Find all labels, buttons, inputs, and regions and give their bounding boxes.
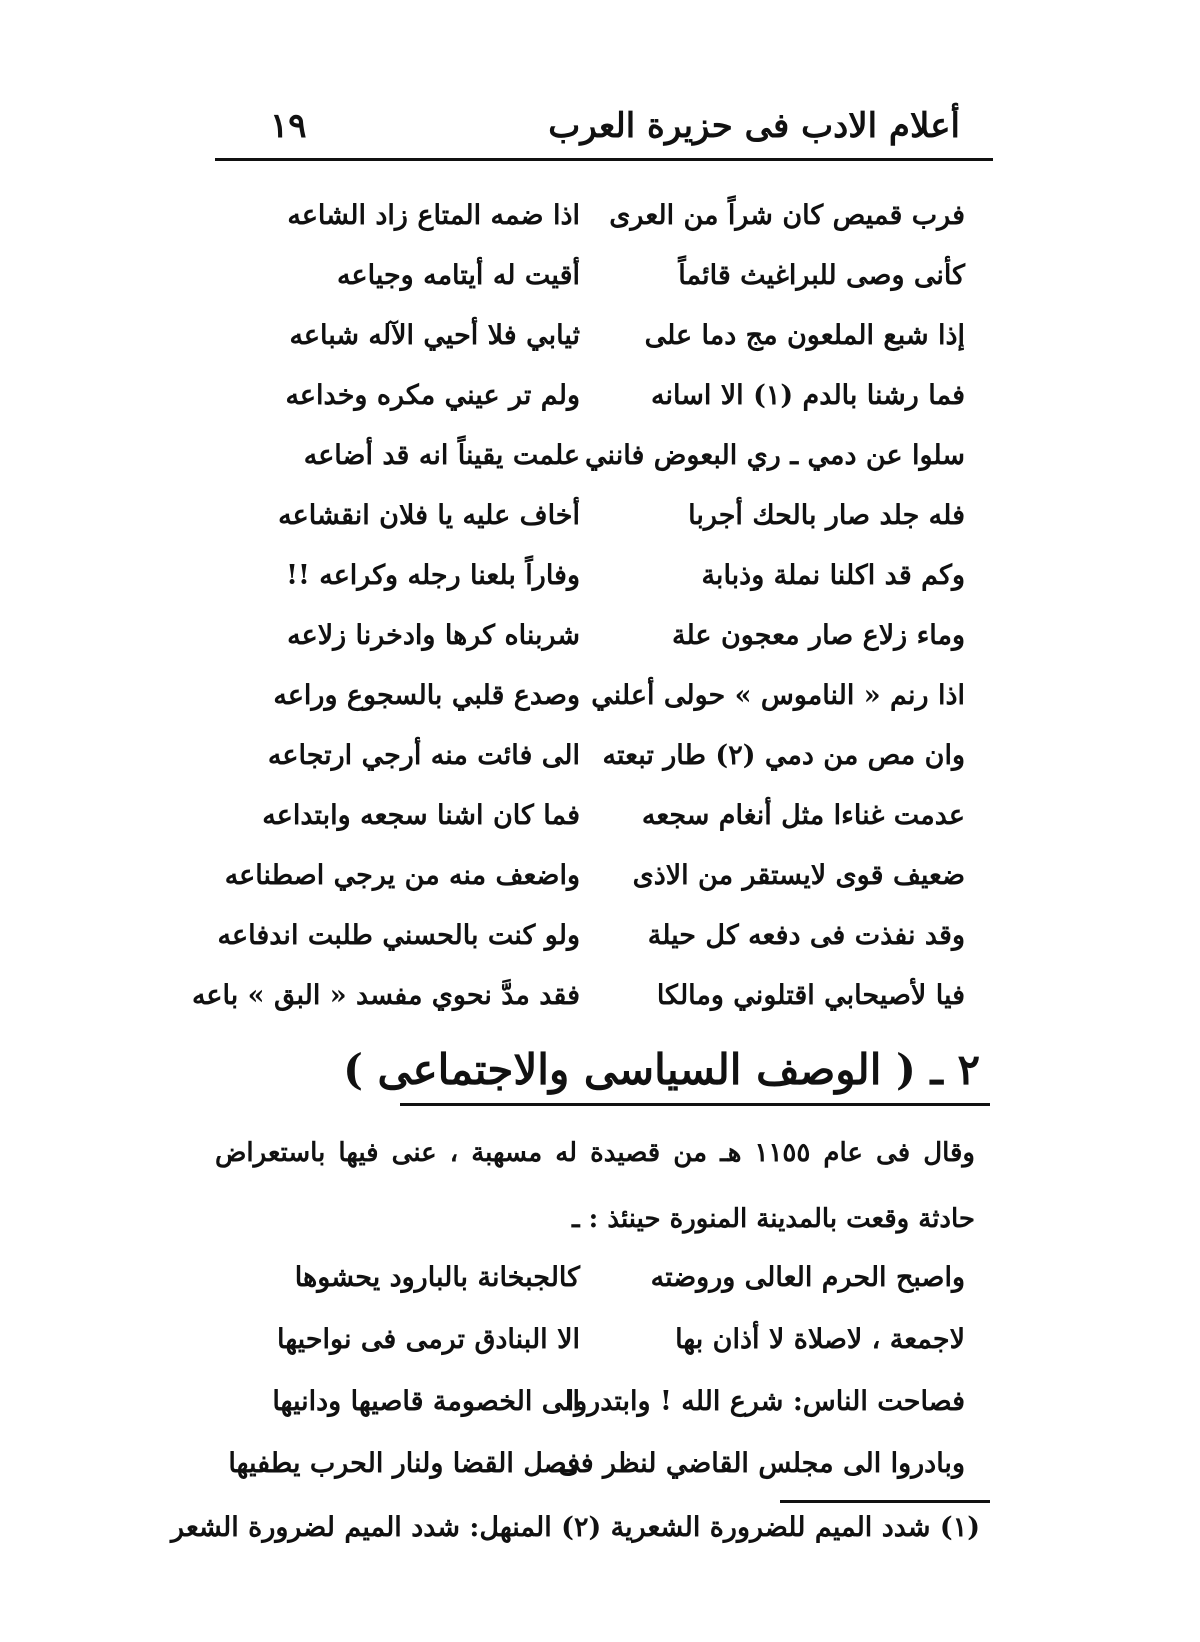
verse-second-half: الا البنادق ترمى فى نواحيها bbox=[277, 1324, 580, 1355]
verse-second-half: فقد مدَّ نحوي مفسد « البق » باعه bbox=[191, 980, 580, 1011]
verse-first-half: وقد نفذت فى دفعه كل حيلة bbox=[647, 920, 965, 951]
intro-paragraph: وقال فى عام ١١٥٥ هـ من قصيدة له مسهبة ، عنى فيها باستعراض حادثة وقعت بالمدينة المنورة حينئذ : ـ bbox=[215, 1138, 975, 1234]
section-rule bbox=[400, 1103, 990, 1106]
verse-first-half: وان مص من دمي (٢) طار تبعته bbox=[602, 740, 965, 771]
verse-first-half: فصاحت الناس: شرع الله ! وابتدروا bbox=[566, 1386, 965, 1417]
verse-first-half: فرب قميص كان شراً من العرى bbox=[609, 200, 965, 231]
verse-second-half: الى فائت منه أرجي ارتجاعه bbox=[267, 740, 580, 771]
verse-first-half: وماء زلاع صار معجون علة bbox=[672, 620, 965, 651]
verse-second-half: ثيابي فلا أحيي الآله شباعه bbox=[289, 320, 580, 351]
verse bbox=[225, 1310, 965, 1372]
verse bbox=[225, 186, 965, 246]
verse-second-half: أخاف عليه يا فلان انقشاعه bbox=[278, 500, 580, 531]
header-rule bbox=[215, 158, 993, 161]
verse bbox=[225, 306, 965, 366]
verse-second-half: علمت يقيناً انه قد أضاعه bbox=[303, 440, 580, 471]
verse-first-half: إذا شبع الملعون مج دما على bbox=[644, 320, 965, 351]
verse-second-half: واضعف منه من يرجي اصطناعه bbox=[224, 860, 580, 891]
verse bbox=[225, 1372, 965, 1434]
verse-first-half: وكم قد اكلنا نملة وذبابة bbox=[701, 560, 965, 591]
verse bbox=[225, 426, 965, 486]
verse-first-half: لاجمعة ، لاصلاة لا أذان بها bbox=[675, 1324, 965, 1355]
poem-second bbox=[225, 1248, 965, 1496]
verse-first-half: ضعيف قوى لايستقر من الاذى bbox=[632, 860, 965, 891]
verse-second-half: وفاراً بلعنا رجله وكراعه !! bbox=[286, 560, 580, 591]
verse-first-half: فله جلد صار بالحك أجربا bbox=[688, 500, 965, 531]
verse bbox=[225, 846, 965, 906]
footnote-rule bbox=[780, 1500, 990, 1503]
verse-first-half: كأنى وصى للبراغيث قائماً bbox=[678, 260, 965, 291]
verse bbox=[225, 246, 965, 306]
verse-second-half: أقيت له أيتامه وجياعه bbox=[337, 260, 580, 291]
verse-second-half: فما كان اشنا سجعه وابتداعه bbox=[262, 800, 580, 831]
verse-second-half: ولو كنت بالحسني طلبت اندفاعه bbox=[217, 920, 580, 951]
verse-second-half: شربناه كرها وادخرنا زلاعه bbox=[287, 620, 580, 651]
verse bbox=[225, 366, 965, 426]
verse-first-half: فيا لأصيحابي اقتلوني ومالكا bbox=[656, 980, 965, 1011]
verse-first-half: وبادروا الى مجلس القاضي لنظر فى bbox=[558, 1448, 965, 1479]
page-number: ١٩ bbox=[270, 106, 307, 146]
verse-second-half: الى الخصومة قاصيها ودانيها bbox=[272, 1386, 580, 1417]
verse bbox=[225, 486, 965, 546]
verse bbox=[225, 1434, 965, 1496]
verse-first-half: فما رشنا بالدم (١) الا اسانه bbox=[651, 380, 965, 411]
section-heading: ٢ ـ ( الوصف السياسى والاجتماعى ) bbox=[343, 1045, 980, 1094]
verse-first-half: سلوا عن دمي ـ ري البعوض فانني bbox=[585, 440, 965, 471]
running-title: أعلام الادب فى حزيرة العرب bbox=[548, 106, 960, 146]
verse bbox=[217, 906, 965, 966]
poem-first bbox=[191, 186, 965, 1026]
verse bbox=[225, 786, 965, 846]
verse bbox=[225, 546, 965, 606]
verse bbox=[225, 666, 965, 726]
verse-first-half: عدمت غناءا مثل أنغام سجعه bbox=[641, 800, 965, 831]
verse-first-half: اذا رنم « الناموس » حولى أعلني bbox=[591, 680, 965, 711]
verse bbox=[225, 606, 965, 666]
verse bbox=[225, 726, 965, 786]
verse-second-half: ولم تر عيني مكره وخداعه bbox=[285, 380, 580, 411]
footnotes: (١) شدد الميم للضرورة الشعرية (٢) المنهل: شدد الميم لضرورة الشعر bbox=[171, 1512, 980, 1543]
verse-second-half: فصل القضا ولنار الحرب يطفيها bbox=[228, 1448, 580, 1479]
verse bbox=[191, 966, 965, 1026]
verse-second-half: كالجبخانة بالبارود يحشوها bbox=[294, 1262, 580, 1293]
verse-first-half: واصبح الحرم العالى وروضته bbox=[650, 1262, 965, 1293]
verse-second-half: وصدع قلبي بالسجوع وراعه bbox=[273, 680, 580, 711]
verse-second-half: اذا ضمه المتاع زاد الشاعه bbox=[287, 200, 580, 231]
page-header bbox=[215, 100, 990, 156]
verse bbox=[225, 1248, 965, 1310]
